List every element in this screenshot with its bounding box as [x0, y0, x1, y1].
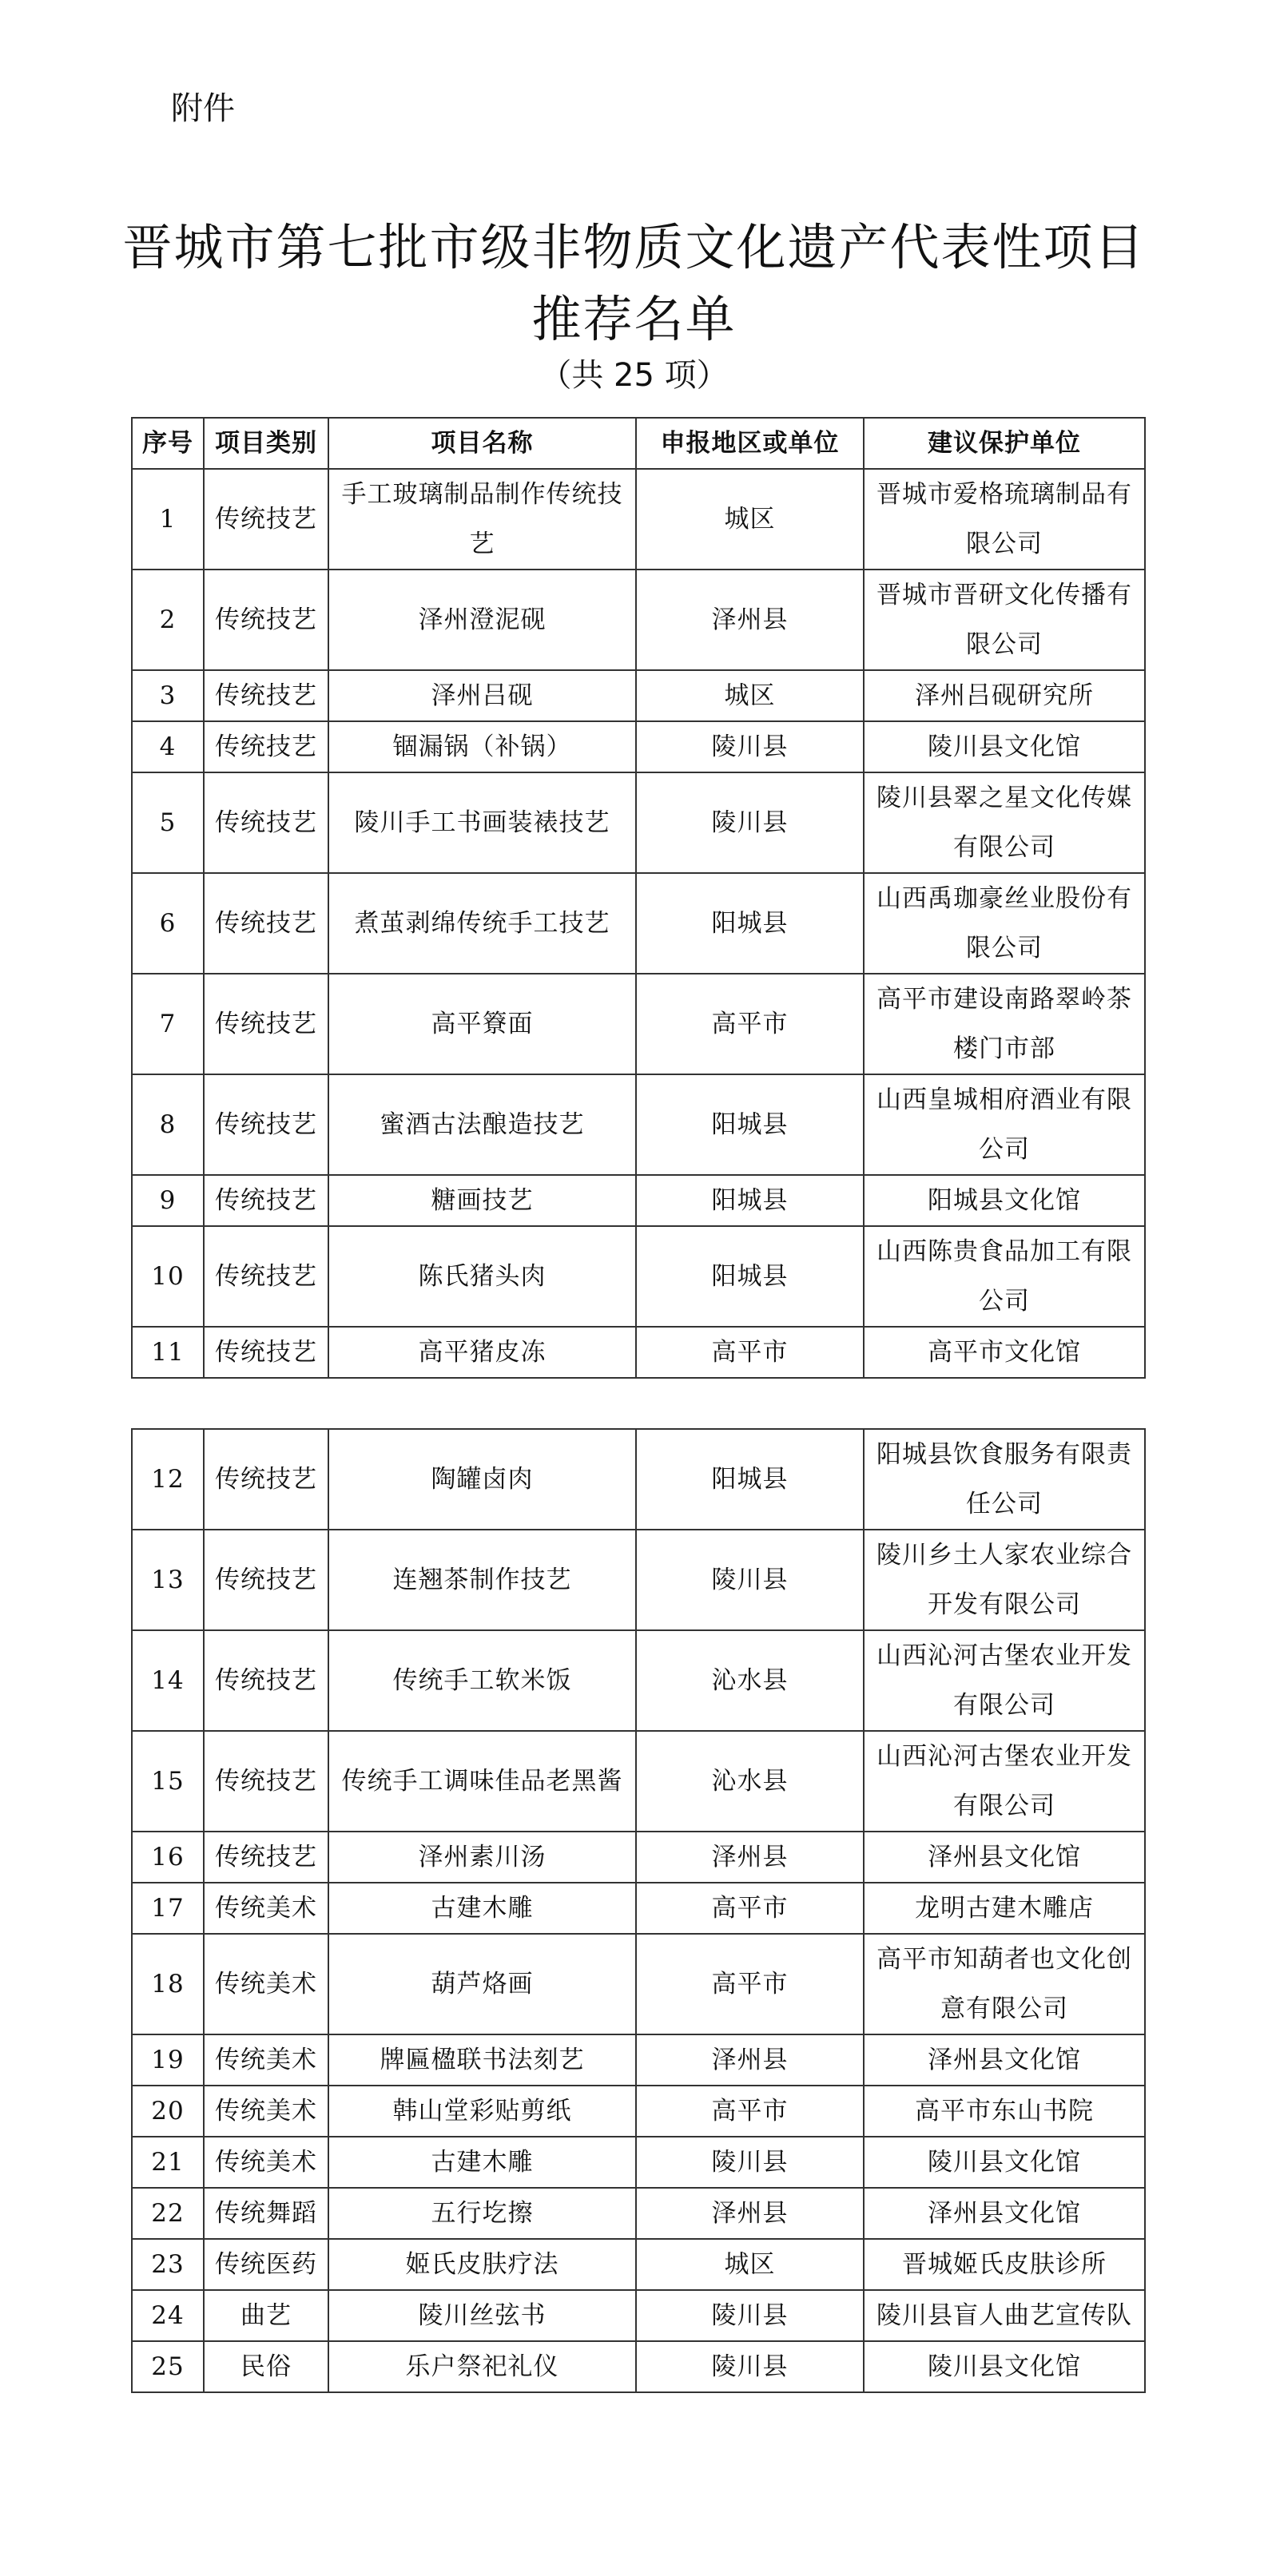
cell-region: 陵川县: [636, 2137, 864, 2188]
cell-region: 沁水县: [636, 1731, 864, 1832]
table-row: [132, 670, 1145, 721]
cell-protection-unit: 高平市东山书院: [864, 2086, 1145, 2137]
cell-category: 传统美术: [204, 1883, 328, 1934]
table-row: [132, 1530, 1145, 1630]
cell-project-name: 陶罐卤肉: [328, 1429, 636, 1530]
cell-protection-unit: 山西沁河古堡农业开发有限公司: [864, 1731, 1145, 1832]
cell-category: 传统美术: [204, 2086, 328, 2137]
table-row: [132, 1832, 1145, 1883]
cell-category: 传统技艺: [204, 873, 328, 974]
document-subtitle: （共 25 项）: [539, 357, 729, 394]
cell-category: 传统美术: [204, 2034, 328, 2086]
cell-index: 16: [132, 1832, 204, 1883]
header-protection-unit: 建议保护单位: [864, 418, 1145, 469]
table-row: [132, 772, 1145, 873]
cell-protection-unit: 晋城市晋研文化传播有限公司: [864, 570, 1145, 670]
cell-category: 传统技艺: [204, 1226, 328, 1327]
cell-protection-unit: 高平市建设南路翠岭茶楼门市部: [864, 974, 1145, 1074]
cell-project-name: 古建木雕: [328, 2137, 636, 2188]
cell-project-name: 高平簝面: [328, 974, 636, 1074]
cell-protection-unit: 高平市知葫者也文化创意有限公司: [864, 1934, 1145, 2034]
cell-project-name: 糖画技艺: [328, 1175, 636, 1226]
table-row: [132, 2137, 1145, 2188]
cell-region: 城区: [636, 2239, 864, 2290]
header-project-name: 项目名称: [328, 418, 636, 469]
cell-category: 传统技艺: [204, 1630, 328, 1731]
cell-project-name: 高平猪皮冻: [328, 1327, 636, 1378]
cell-project-name: 葫芦烙画: [328, 1934, 636, 2034]
cell-region: 泽州县: [636, 570, 864, 670]
table-header-row: [132, 418, 1145, 469]
cell-region: 陵川县: [636, 772, 864, 873]
cell-index: 5: [132, 772, 204, 873]
cell-project-name: 锢漏锅（补锅）: [328, 721, 636, 772]
cell-project-name: 牌匾楹联书法刻艺: [328, 2034, 636, 2086]
cell-protection-unit: 陵川县文化馆: [864, 2137, 1145, 2188]
cell-category: 民俗: [204, 2341, 328, 2392]
cell-protection-unit: 龙明古建木雕店: [864, 1883, 1145, 1934]
cell-category: 传统技艺: [204, 670, 328, 721]
cell-protection-unit: 泽州县文化馆: [864, 2188, 1145, 2239]
cell-category: 传统技艺: [204, 772, 328, 873]
cell-region: 高平市: [636, 2086, 864, 2137]
attachment-label: 附件: [171, 90, 235, 127]
cell-region: 泽州县: [636, 2034, 864, 2086]
cell-protection-unit: 山西皇城相府酒业有限公司: [864, 1074, 1145, 1175]
cell-project-name: 蜜酒古法酿造技艺: [328, 1074, 636, 1175]
cell-index: 10: [132, 1226, 204, 1327]
cell-index: 1: [132, 469, 204, 570]
cell-category: 传统美术: [204, 1934, 328, 2034]
cell-region: 沁水县: [636, 1630, 864, 1731]
cell-index: 22: [132, 2188, 204, 2239]
cell-category: 传统医药: [204, 2239, 328, 2290]
cell-project-name: 姬氏皮肤疗法: [328, 2239, 636, 2290]
cell-category: 传统技艺: [204, 974, 328, 1074]
cell-index: 3: [132, 670, 204, 721]
cell-index: 18: [132, 1934, 204, 2034]
cell-protection-unit: 晋城市爱格琉璃制品有限公司: [864, 469, 1145, 570]
cell-category: 传统技艺: [204, 1074, 328, 1175]
cell-project-name: 泽州素川汤: [328, 1832, 636, 1883]
cell-index: 2: [132, 570, 204, 670]
document-title-line-2: 推荐名单: [531, 290, 737, 348]
cell-region: 泽州县: [636, 2188, 864, 2239]
cell-region: 城区: [636, 469, 864, 570]
cell-index: 19: [132, 2034, 204, 2086]
cell-project-name: 传统手工调味佳品老黑酱: [328, 1731, 636, 1832]
cell-protection-unit: 陵川县盲人曲艺宣传队: [864, 2290, 1145, 2341]
cell-region: 城区: [636, 670, 864, 721]
cell-category: 传统技艺: [204, 570, 328, 670]
cell-protection-unit: 陵川县翠之星文化传媒有限公司: [864, 772, 1145, 873]
cell-region: 阳城县: [636, 1429, 864, 1530]
cell-category: 传统技艺: [204, 1731, 328, 1832]
cell-index: 6: [132, 873, 204, 974]
cell-category: 传统技艺: [204, 1327, 328, 1378]
table-row: [132, 2290, 1145, 2341]
cell-category: 传统技艺: [204, 1530, 328, 1630]
cell-protection-unit: 山西陈贵食品加工有限公司: [864, 1226, 1145, 1327]
cell-index: 12: [132, 1429, 204, 1530]
cell-project-name: 陵川丝弦书: [328, 2290, 636, 2341]
table-row: [132, 1731, 1145, 1832]
cell-category: 传统技艺: [204, 1429, 328, 1530]
cell-category: 传统技艺: [204, 469, 328, 570]
cell-index: 17: [132, 1883, 204, 1934]
table-row: [132, 1175, 1145, 1226]
cell-index: 14: [132, 1630, 204, 1731]
cell-protection-unit: 泽州吕砚研究所: [864, 670, 1145, 721]
table-row: [132, 2239, 1145, 2290]
document-title-line-1: 晋城市第七批市级非物质文化遗产代表性项目: [122, 218, 1146, 276]
cell-protection-unit: 泽州县文化馆: [864, 1832, 1145, 1883]
table-row: [132, 2034, 1145, 2086]
cell-category: 传统技艺: [204, 1832, 328, 1883]
table-row: [132, 1883, 1145, 1934]
table-row: [132, 721, 1145, 772]
cell-protection-unit: 晋城姬氏皮肤诊所: [864, 2239, 1145, 2290]
cell-region: 高平市: [636, 1883, 864, 1934]
cell-region: 陵川县: [636, 2341, 864, 2392]
cell-category: 传统美术: [204, 2137, 328, 2188]
cell-region: 阳城县: [636, 1175, 864, 1226]
cell-index: 21: [132, 2137, 204, 2188]
cell-index: 20: [132, 2086, 204, 2137]
cell-region: 陵川县: [636, 721, 864, 772]
cell-category: 传统技艺: [204, 1175, 328, 1226]
cell-project-name: 煮茧剥绵传统手工技艺: [328, 873, 636, 974]
cell-protection-unit: 陵川县文化馆: [864, 2341, 1145, 2392]
cell-protection-unit: 泽州县文化馆: [864, 2034, 1145, 2086]
cell-protection-unit: 阳城县饮食服务有限责任公司: [864, 1429, 1145, 1530]
table-row: [132, 1934, 1145, 2034]
cell-protection-unit: 陵川县文化馆: [864, 721, 1145, 772]
cell-category: 曲艺: [204, 2290, 328, 2341]
table-row: [132, 570, 1145, 670]
table-body-part-2: [132, 1429, 1145, 2392]
cell-region: 高平市: [636, 974, 864, 1074]
cell-project-name: 古建木雕: [328, 1883, 636, 1934]
cell-region: 陵川县: [636, 1530, 864, 1630]
table-row: [132, 1074, 1145, 1175]
cell-index: 15: [132, 1731, 204, 1832]
table-row: [132, 1226, 1145, 1327]
table-row: [132, 469, 1145, 570]
cell-region: 阳城县: [636, 1074, 864, 1175]
cell-protection-unit: 高平市文化馆: [864, 1327, 1145, 1378]
header-index: 序号: [132, 418, 204, 469]
cell-region: 阳城县: [636, 1226, 864, 1327]
table-body-part-1: [132, 469, 1145, 1378]
cell-category: 传统舞蹈: [204, 2188, 328, 2239]
cell-region: 高平市: [636, 1327, 864, 1378]
table-row: [132, 1630, 1145, 1731]
cell-region: 陵川县: [636, 2290, 864, 2341]
project-table-part-1: [131, 417, 1146, 1379]
cell-protection-unit: 阳城县文化馆: [864, 1175, 1145, 1226]
cell-project-name: 乐户祭祀礼仪: [328, 2341, 636, 2392]
table-row: [132, 1429, 1145, 1530]
header-region: 申报地区或单位: [636, 418, 864, 469]
table-row: [132, 974, 1145, 1074]
cell-index: 25: [132, 2341, 204, 2392]
table-row: [132, 873, 1145, 974]
cell-project-name: 连翘茶制作技艺: [328, 1530, 636, 1630]
cell-index: 8: [132, 1074, 204, 1175]
cell-project-name: 泽州澄泥砚: [328, 570, 636, 670]
cell-index: 23: [132, 2239, 204, 2290]
cell-project-name: 陈氏猪头肉: [328, 1226, 636, 1327]
cell-protection-unit: 陵川乡土人家农业综合开发有限公司: [864, 1530, 1145, 1630]
cell-region: 高平市: [636, 1934, 864, 2034]
cell-index: 4: [132, 721, 204, 772]
cell-protection-unit: 山西禹珈豪丝业股份有限公司: [864, 873, 1145, 974]
cell-project-name: 五行圪擦: [328, 2188, 636, 2239]
cell-protection-unit: 山西沁河古堡农业开发有限公司: [864, 1630, 1145, 1731]
cell-project-name: 泽州吕砚: [328, 670, 636, 721]
cell-index: 11: [132, 1327, 204, 1378]
cell-index: 7: [132, 974, 204, 1074]
header-category: 项目类别: [204, 418, 328, 469]
cell-index: 24: [132, 2290, 204, 2341]
cell-project-name: 手工玻璃制品制作传统技艺: [328, 469, 636, 570]
cell-region: 阳城县: [636, 873, 864, 974]
project-table-part-2: [131, 1428, 1146, 2393]
cell-index: 13: [132, 1530, 204, 1630]
cell-category: 传统技艺: [204, 721, 328, 772]
table-row: [132, 2341, 1145, 2392]
cell-project-name: 韩山堂彩贴剪纸: [328, 2086, 636, 2137]
cell-project-name: 陵川手工书画装裱技艺: [328, 772, 636, 873]
cell-index: 9: [132, 1175, 204, 1226]
table-row: [132, 2188, 1145, 2239]
cell-project-name: 传统手工软米饭: [328, 1630, 636, 1731]
table-row: [132, 2086, 1145, 2137]
table-row: [132, 1327, 1145, 1378]
cell-region: 泽州县: [636, 1832, 864, 1883]
